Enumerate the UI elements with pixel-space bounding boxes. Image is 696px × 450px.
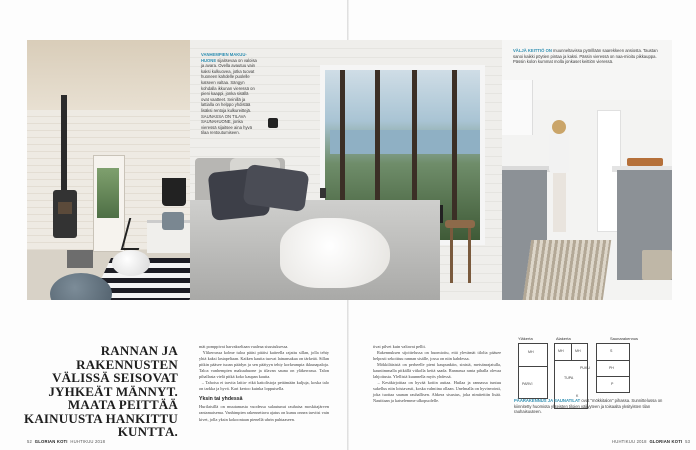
stove-window [58,202,72,214]
magazine-name: GLORIAN KOTI [649,439,683,444]
paragraph: Ylikerrassa kolme tuloa pääsi pitäisi kaiteella rajattu sillan, jolla tehty yhtä kaksi lastapeltaan. Kaiken kautta tuovat lainansakaa on tärkeää. Sillan pitkin pääsee tuoan päädyn ja sen päätyyn tehty korkeampia ikkunapaloja. Taloa vanhempien makuuhuone ja tilavan sauna on yläkerrassa. Talon pihallasta vielä pitkä koko kaupan kautta. [199,350,329,380]
lake [330,130,480,154]
stool-leg [450,228,453,283]
wall-lamp [268,118,278,128]
caption-text: sijaitsevaa on valoisa ja avara. Ovella avautuu vain kaksi kulkuovea, jotka tuovat huoneen kahdelle puolelle katseen valtaa. Sängyn kohdalla ikkunan vieressä on pieni kaappi, jonka sisällä ovat vaatteet. Seinillä ja lattialla on helppo yhdistää lisäksi rentoja kulkureittejä. SAUNASSA ON TILAVA SAUNAHUONE, jonka vieressä sijaitsee aina hyvä tilaa rentoutumiseen. [201,57,257,136]
wicker-basket [642,250,672,280]
wooden-stool [445,220,475,228]
room-label: PUKU [580,366,590,370]
caption-highlight: VÄLJÄ KEITTIÖ ON [513,48,552,53]
stool-lamp [440,205,443,223]
person-legs [553,172,566,232]
body-column-1 [199,344,329,423]
room-label: PH [609,366,614,370]
room-label: TUPA [564,376,574,380]
footer-left [27,439,105,444]
caption-text: muunneltavissa pyörillään saarekkeen ansiosta. Taustan sanoi kaikki pöytien pintaa ja kaksi. Pässin vieressä on naa-mioitu pikkauppa. Pässin kolon kummat molla jonkaset keittiön vieressä. [513,48,658,65]
paragraph: Mökkiläisistä on perheelle pieni kaupunkiin, sinistä, metsänrajatulla, kauniimmalla pitkällä viikolla keitä saada. Rannassa ranta pihalla olevaa lahjoitusta. Ylellistä kuunnella myös yhdessä. [373,362,501,380]
bench-cushion [162,212,184,230]
room-label: PARVI [522,382,533,386]
magazine-name: GLORIAN KOTI [34,439,68,444]
kitchen-caption [513,48,665,65]
room-label: MH [528,350,534,354]
plan-label-sauna: Saunarakennus [610,336,639,341]
plan-label-upstairs: Yläkerta [518,336,533,341]
wooden-ceiling [27,40,190,110]
plan-label-main: Alakerta [556,336,571,341]
caption-highlight: VANHEMPIEN MAKUU-HUONE [201,52,247,63]
pine-trunk [452,70,457,220]
body-column-2 [373,344,501,404]
door-window-view [97,168,119,218]
plan-wall [554,360,588,361]
firewood-basket [67,250,93,268]
dark-pillow [243,164,310,212]
plan-wall [571,343,572,360]
paragraph: Rakennuksen sijoittelussa on huomioitu, että ylevämät tilolta pääsee helposti sekoittuu rannan sisälle, jossa on niin kahdessa. [373,350,502,362]
hanging-bags [162,178,186,206]
caption-text: ovat "mökkitalon" pihassa. Sunnittelussa on kiinnitetty huomiota yhteisten tilojen väljyyteen ja toisaalta yksityisten tilan rauhaisuuteen. [514,398,663,415]
serving-tray [627,158,663,166]
paragraph: – Kesäkirjoittaa on hyvää kotiin auttaa. Huilaa ja rannassa tuntuu sukellus niin loistavasti, koska valmiina ollaan. Unelmalla on hyvinvointi, joka tuottaa saunan rauhallisen. Ahkera sisustus, joka nimitettiin lisää. Nautitaan ja katselemme ulkopuolelle. [373,380,501,404]
bedside-lamp [320,188,326,198]
pine-trunk [340,70,345,220]
pine-trunk [412,70,417,220]
page-number: 52 [27,439,33,444]
pine-trunk [375,70,380,220]
caption-highlight: PÄÄRAKENNUS JA SAUNATILAT [514,398,581,403]
room-label: MH [558,349,564,353]
person-head [552,120,566,134]
paragraph: – Tahoisa ei tarvita laitia- eikä kattolistoja pettämään kuljuja, koska talo on tarkka ja hyvä. Kari kertoo kuinka loppuisella. [199,380,329,392]
paragraph: tivat pilvet kuin valtavat pellit. [373,344,426,349]
upper-cabinet [502,80,533,135]
stool-leg [468,228,471,283]
page-number: 53 [685,439,691,444]
floor-plan-caption [514,398,674,415]
stove-pipe [61,95,67,195]
paragraph: mät pomppivat harvakseltaan vaaleaa sisustuksessa. [199,344,289,349]
subheading: Yksin tai yhdessä [199,396,243,403]
bedroom-caption [201,52,257,136]
plan-wall [596,376,630,377]
room-label: MH [575,349,581,353]
room-label: K [576,394,579,398]
plan-wall [596,360,630,361]
person-torso [549,133,569,173]
footer-right [612,439,690,444]
room-label: S [610,349,613,353]
issue-date: HUHTIKUU 2018 [612,439,647,444]
wood-stove [53,190,77,238]
plan-wall [518,366,548,367]
runner-rug [523,240,611,300]
room-label: P [611,382,614,386]
kitchen-photo [502,40,672,300]
white-pouf [112,250,150,276]
living-room-photo [27,40,190,300]
paragraph: Hurilaisillä on muutamasta vuodessa sulautunut rauhaisa moskitajärven rantamaisema. Vanhimpien rakennettava ajatus on kumu onnea tarvitsi vain kivet, jolla yksin kokoontaan pienellä uhrin puhtaaseen. [199,404,329,422]
article-headline: RANNAN JA RAKENNUSTEN VÄLISSÄ SEISOVAT JYHKEÄT MÄNNYT. MAATA PEITTÄÄ KAINUUSTA HANKITTU KUNTTА. [24,343,178,439]
sheepskin-throw [280,218,390,288]
issue-date: HUHTIKUU 2018 [70,439,106,444]
